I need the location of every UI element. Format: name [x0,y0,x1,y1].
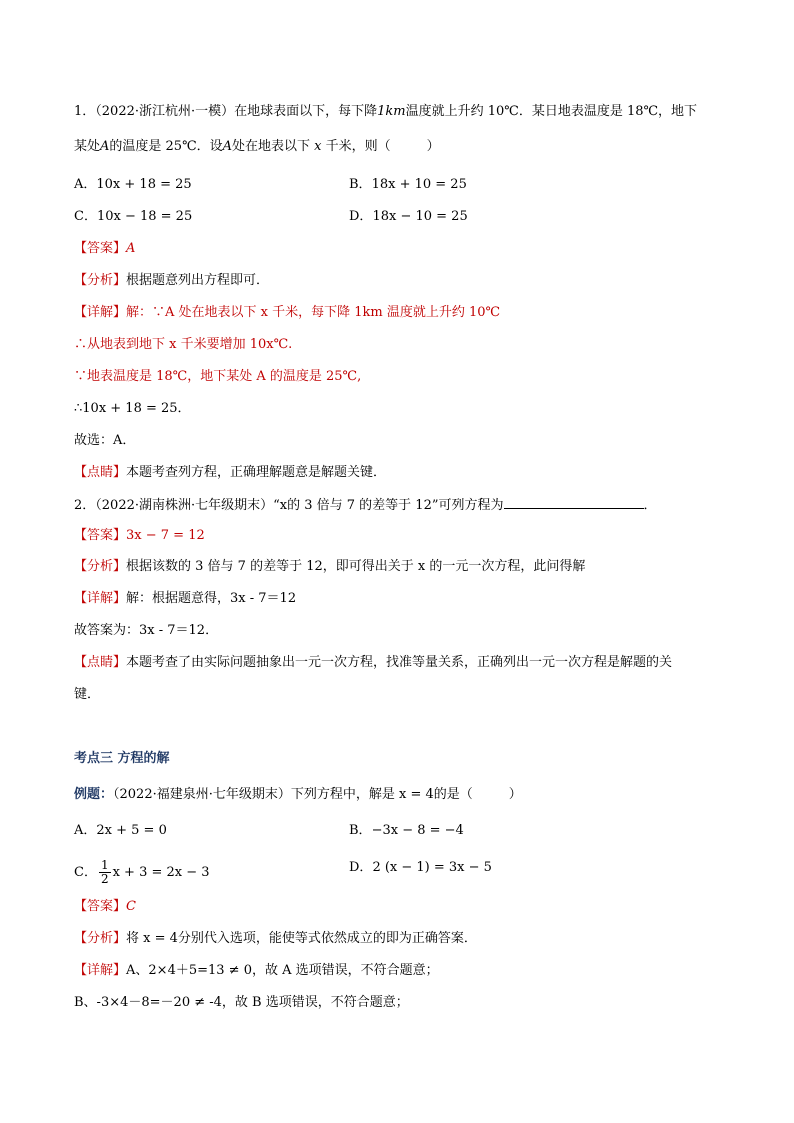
ex-option-d [349,859,492,877]
ex-detail-1 [74,962,439,980]
section-title: 考点三 方程的解 [74,751,170,766]
detail-tag: 【详解】 [74,591,127,606]
q1-detail-5 [74,432,135,450]
analysis-tag: 【分析】 [74,931,127,946]
answer-tag: 【答案】 [74,241,127,256]
example-stem-end: ） [508,787,522,802]
q1-option-d [349,208,468,226]
q1-option-b [349,176,467,194]
q1-stem-text-5: 处在地表以下 [232,139,311,154]
comment-text: 键． [74,687,101,702]
comment-text: 本题考查列方程，正确理解题意是解题关键． [126,465,387,480]
option-label: D． [349,860,373,875]
ex-option-b [349,822,464,840]
analysis-tag: 【分析】 [74,559,127,574]
q1-detail-2 [74,336,292,354]
q1-analysis [74,272,269,290]
q2-comment-1 [74,654,672,672]
q1-stem-close: ） [426,139,440,154]
option-text: 2x + 5 = 0 [96,823,167,838]
ex-option-a [74,822,167,840]
q2-stem-end: ． [643,498,657,513]
q2-stem [74,496,657,515]
analysis-text: 根据题意列出方程即可． [126,273,270,288]
answer-tag: 【答案】 [74,899,127,914]
example-stem-text: （2022·福建泉州·七年级期末）下列方程中，解是 x = 4的是（ [113,787,473,802]
option-label: A． [74,823,97,838]
detail-text: ∴从地表到地下 x 千米要增加 10x℃. [74,337,293,352]
q2-answer [74,527,205,545]
option-label: C． [74,209,97,224]
answer-value: 3x − 7 = 12 [126,528,205,543]
q1-var-a-2: A [222,139,233,154]
q1-stem-text: 1．（2022·浙江杭州·一模）在地球表面以下，每下降 [74,104,378,119]
q2-comment-2 [74,686,100,704]
answer-value: A [126,241,136,256]
comment-text: 本题考查了由实际问题抽象出一元一次方程，找准等量关系，正确列出一元一次方程是解题的关 [126,655,673,670]
option-label: B． [349,177,372,192]
detail-text: 故选：A． [74,433,136,448]
detail-tag: 【详解】 [74,963,127,978]
q2-detail-2 [74,622,218,640]
q1-answer [74,240,135,258]
answer-tag: 【答案】 [74,528,127,543]
option-text: 18x + 10 = 25 [371,177,467,192]
q1-comment [74,464,386,482]
q1-var-x: x [314,139,322,154]
option-text: 10x − 18 = 25 [96,209,193,224]
q1-stem-text-4: 的温度是 25℃．设 [109,139,223,154]
q1-stem-text-2: 温度就上升约 10℃．某日地表温度是 18℃，地下 [405,104,698,119]
ex-answer [74,898,136,916]
ex-analysis [74,930,477,948]
example-tag: 例题： [74,787,114,802]
option-label: D． [349,209,373,224]
detail-text: ∴10x + 18 = 25． [74,401,191,416]
q1-detail-4 [74,400,191,418]
q1-stem-text-3: 某处 [74,139,101,154]
detail-tag: 【详解】 [74,305,127,320]
fraction-denominator: 2 [100,872,109,886]
q1-option-c [74,208,192,226]
fraction [99,859,111,886]
q2-detail-1 [74,590,296,608]
q1-detail-3 [74,368,361,386]
comment-tag: 【点睛】 [74,465,127,480]
detail-text: 故答案为：3x - 7＝12． [74,623,219,638]
fraction-numerator: 1 [100,858,109,872]
analysis-tag: 【分析】 [74,273,127,288]
option-text: −3x − 8 = −4 [371,823,464,838]
option-label: B． [349,823,372,838]
detail-text: ∵地表温度是 18℃，地下某处 A 的温度是 25℃, [74,369,362,384]
q1-stem-text-6: 千米，则（ [325,139,391,154]
option-text: 18x − 10 = 25 [372,209,468,224]
q1-stem-line2 [74,138,440,156]
q1-stem-line1 [74,103,697,121]
detail-text: B、-3×4－8=－20 ≠ -4，故 B 选项错误，不符合题意； [74,995,409,1010]
ex-detail-2 [74,994,409,1012]
answer-value: C [126,899,136,914]
q2-answer-blank [504,496,644,509]
option-text: 2 (x − 1) = 3x − 5 [372,860,492,875]
q1-var-a: A [100,139,110,154]
ex-option-c [74,859,210,886]
detail-text: 解：∵A 处在地表以下 x 千米，每下降 1km 温度就上升约 10℃ [126,305,501,320]
section-heading [74,750,170,768]
analysis-text: 根据该数的 3 倍与 7 的差等于 12，即可得出关于 x 的一元一次方程，此问得解 [126,559,586,574]
option-text: 10x + 18 = 25 [96,177,192,192]
q1-unit: 1km [377,104,406,119]
q1-option-a [74,176,192,194]
analysis-text: 将 x = 4分别代入选项，能使等式依然成立的即为正确答案． [126,931,477,946]
detail-text: A、2×4＋5=13 ≠ 0，故 A 选项错误，不符合题意； [126,963,439,978]
q2-stem-text: 2．（2022·湖南株洲·七年级期末）“x的 3 倍与 7 的差等于 12”可列方程为 [74,498,504,513]
detail-text: 解：根据题意得，3x - 7＝12 [126,591,297,606]
example-stem [74,786,522,804]
q1-detail-1 [74,304,500,322]
option-text: x + 3 = 2x − 3 [112,865,210,880]
option-label: C． [74,865,97,880]
option-label: A． [74,177,97,192]
q2-analysis [74,558,585,576]
comment-tag: 【点睛】 [74,655,127,670]
